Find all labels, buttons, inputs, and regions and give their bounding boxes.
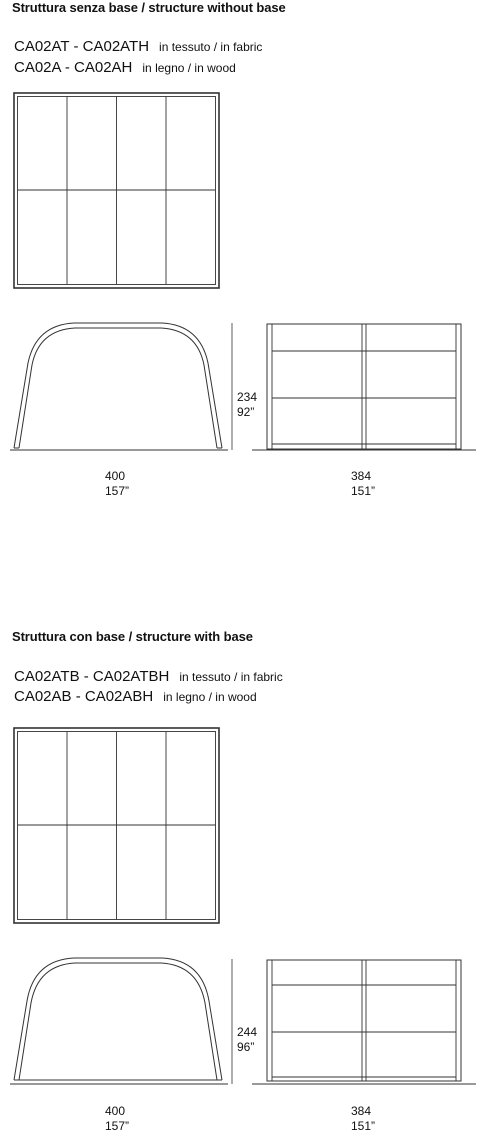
front-view bbox=[10, 958, 232, 1084]
height-in: 96” bbox=[237, 1040, 255, 1054]
side-view bbox=[252, 960, 476, 1084]
height-dimension bbox=[237, 1025, 257, 1055]
model-code: CA02AT - CA02ATH bbox=[14, 38, 150, 55]
height-dimension bbox=[237, 390, 257, 420]
width-cm: 400 bbox=[105, 1104, 126, 1118]
front-view bbox=[10, 323, 232, 450]
model-code: CA02ATB - CA02ATBH bbox=[14, 668, 170, 685]
height-in: 92” bbox=[237, 405, 255, 419]
technical-drawing bbox=[0, 628, 482, 1138]
width-dimension bbox=[105, 469, 129, 499]
model-desc: in tessuto / in fabric bbox=[179, 670, 283, 684]
model-code: CA02A - CA02AH bbox=[14, 59, 133, 76]
width-in: 157” bbox=[105, 484, 130, 498]
depth-in: 151” bbox=[351, 484, 376, 498]
section-heading: Struttura con base / structure with base bbox=[12, 629, 253, 644]
depth-dimension bbox=[351, 469, 375, 499]
section-heading: Struttura senza base / structure without base bbox=[12, 0, 286, 15]
height-cm: 244 bbox=[237, 1025, 258, 1039]
model-desc: in tessuto / in fabric bbox=[159, 40, 263, 54]
model-desc: in legno / in wood bbox=[163, 690, 257, 704]
top-view bbox=[14, 93, 219, 288]
width-in: 157” bbox=[105, 1119, 130, 1133]
section-with-base bbox=[0, 628, 482, 1138]
model-code: CA02AB - CA02ABH bbox=[14, 688, 154, 705]
height-cm: 234 bbox=[237, 390, 258, 404]
depth-cm: 384 bbox=[351, 469, 372, 483]
model-desc: in legno / in wood bbox=[142, 61, 236, 75]
technical-drawing bbox=[0, 0, 482, 560]
section-without-base bbox=[0, 0, 482, 560]
depth-in: 151” bbox=[351, 1119, 376, 1133]
width-cm: 400 bbox=[105, 469, 126, 483]
top-view bbox=[14, 728, 219, 923]
side-view bbox=[252, 324, 476, 450]
depth-cm: 384 bbox=[351, 1104, 372, 1118]
depth-dimension bbox=[351, 1104, 375, 1134]
width-dimension bbox=[105, 1104, 129, 1134]
